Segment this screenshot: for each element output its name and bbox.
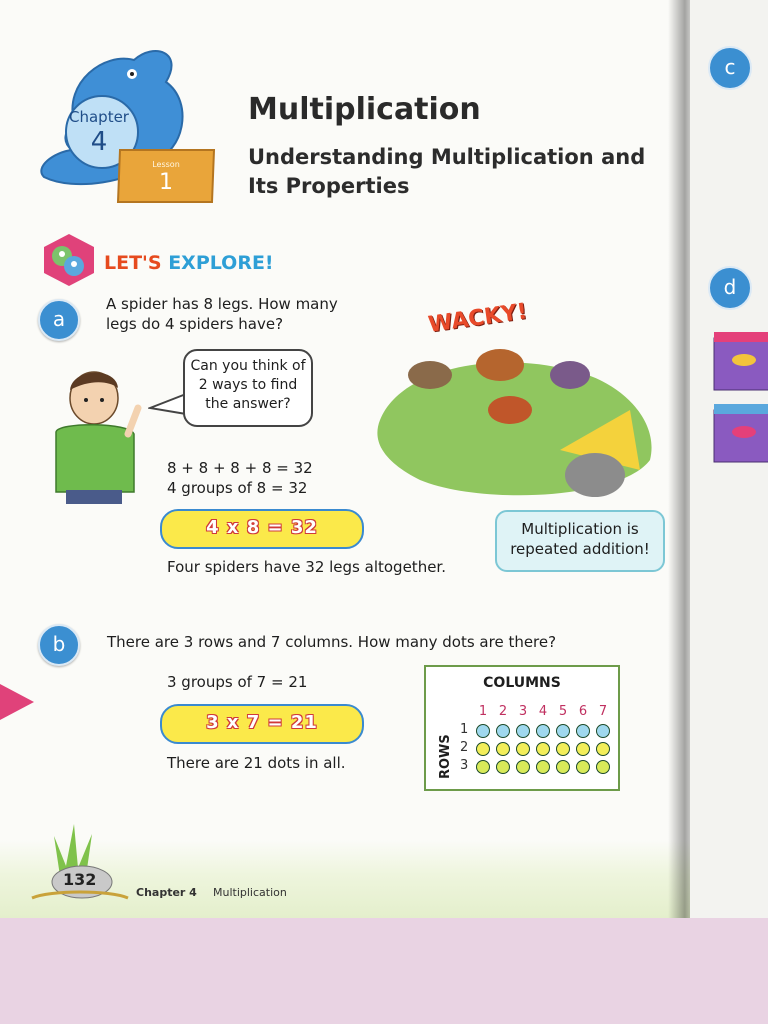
margin-marker-icon: [0, 684, 36, 720]
wacky-label: WACKY!: [426, 299, 529, 338]
equation-groups: 4 groups of 8 = 32: [167, 479, 308, 498]
callout-box: [495, 510, 665, 572]
column-number: 2: [498, 704, 508, 719]
dot: [496, 742, 510, 756]
section-b-answer: There are 21 dots in all.: [167, 754, 346, 772]
row-number: 3: [460, 758, 469, 773]
dot: [556, 760, 570, 774]
footer-title: Multiplication: [213, 886, 287, 899]
page-subtitle: [248, 143, 678, 200]
subtitle-line-1: Understanding Multiplication and: [248, 145, 646, 169]
dot: [496, 760, 510, 774]
column-number: 7: [598, 704, 608, 719]
chapter-number: 4: [90, 127, 108, 157]
dot: [596, 742, 610, 756]
lesson-number: 1: [159, 170, 173, 195]
dot: [476, 742, 490, 756]
dot: [556, 742, 570, 756]
explore-heading: [104, 252, 274, 274]
callout-line-1: Multiplication is: [521, 520, 639, 538]
next-page-edge: [690, 0, 768, 918]
dot: [596, 724, 610, 738]
pill-4x8: 4 x 8 = 32: [160, 509, 364, 549]
column-number: 6: [578, 704, 588, 719]
speech-line-2: 2 ways to find: [198, 376, 298, 393]
dot: [536, 724, 550, 738]
dot: [576, 760, 590, 774]
section-c-marker: c: [708, 46, 752, 90]
section-b-equation: 3 groups of 7 = 21: [167, 673, 308, 691]
spiders-illustration: [360, 300, 660, 500]
boy-illustration: [38, 362, 148, 507]
speech-bubble: [183, 349, 313, 427]
grass-tuft-icon: [30, 816, 130, 902]
dot: [576, 742, 590, 756]
speech-line-1: Can you think of: [190, 358, 306, 374]
dot: [536, 742, 550, 756]
dot: [536, 760, 550, 774]
speech-line-3: the answer?: [205, 395, 291, 412]
section-a-marker: a: [38, 299, 80, 341]
question-a-line-2: legs do 4 spiders have?: [106, 315, 284, 334]
question-a-line-1: A spider has 8 legs. How many: [106, 295, 338, 313]
section-a-question: [106, 294, 338, 335]
rows-title: ROWS: [438, 734, 453, 779]
section-a-equations: [167, 458, 313, 499]
callout-line-2: repeated addition!: [510, 540, 650, 559]
dot: [476, 724, 490, 738]
chapter-label: Chapter: [69, 108, 129, 126]
dot: [596, 760, 610, 774]
column-number: 1: [478, 704, 488, 719]
dot: [476, 760, 490, 774]
scan-background: [0, 918, 768, 1024]
section-b-question: There are 3 rows and 7 columns. How many dots are there?: [107, 633, 557, 651]
row-number: 1: [460, 722, 469, 737]
subtitle-line-2: Its Properties: [248, 173, 410, 198]
lesson-label: Lesson: [152, 160, 180, 169]
dot: [516, 724, 530, 738]
dot: [576, 724, 590, 738]
section-b-marker: b: [38, 624, 80, 666]
row-number: 2: [460, 740, 469, 755]
explore-word-2: EXPLORE!: [168, 252, 274, 274]
explore-word-1: LET'S: [104, 252, 162, 274]
column-number: 5: [558, 704, 568, 719]
column-number: 4: [538, 704, 548, 719]
page-number: 132: [63, 870, 97, 889]
section-a-answer: Four spiders have 32 legs altogether.: [167, 558, 446, 576]
section-d-marker: d: [708, 266, 752, 310]
dot: [556, 724, 570, 738]
speech-tail: [148, 390, 188, 418]
footer-chapter: Chapter 4: [136, 886, 197, 899]
pill-3x7: 3 x 7 = 21: [160, 704, 364, 744]
dot: [496, 724, 510, 738]
equation-repeated-addition: 8 + 8 + 8 + 8 = 32: [167, 459, 313, 477]
page-title: Multiplication: [248, 92, 481, 127]
dot-array-box: [424, 665, 620, 791]
explore-icon: [40, 232, 98, 288]
candy-boxes-icon: [712, 330, 768, 470]
dot: [516, 760, 530, 774]
column-number: 3: [518, 704, 528, 719]
columns-title: COLUMNS: [483, 675, 561, 691]
dot: [516, 742, 530, 756]
